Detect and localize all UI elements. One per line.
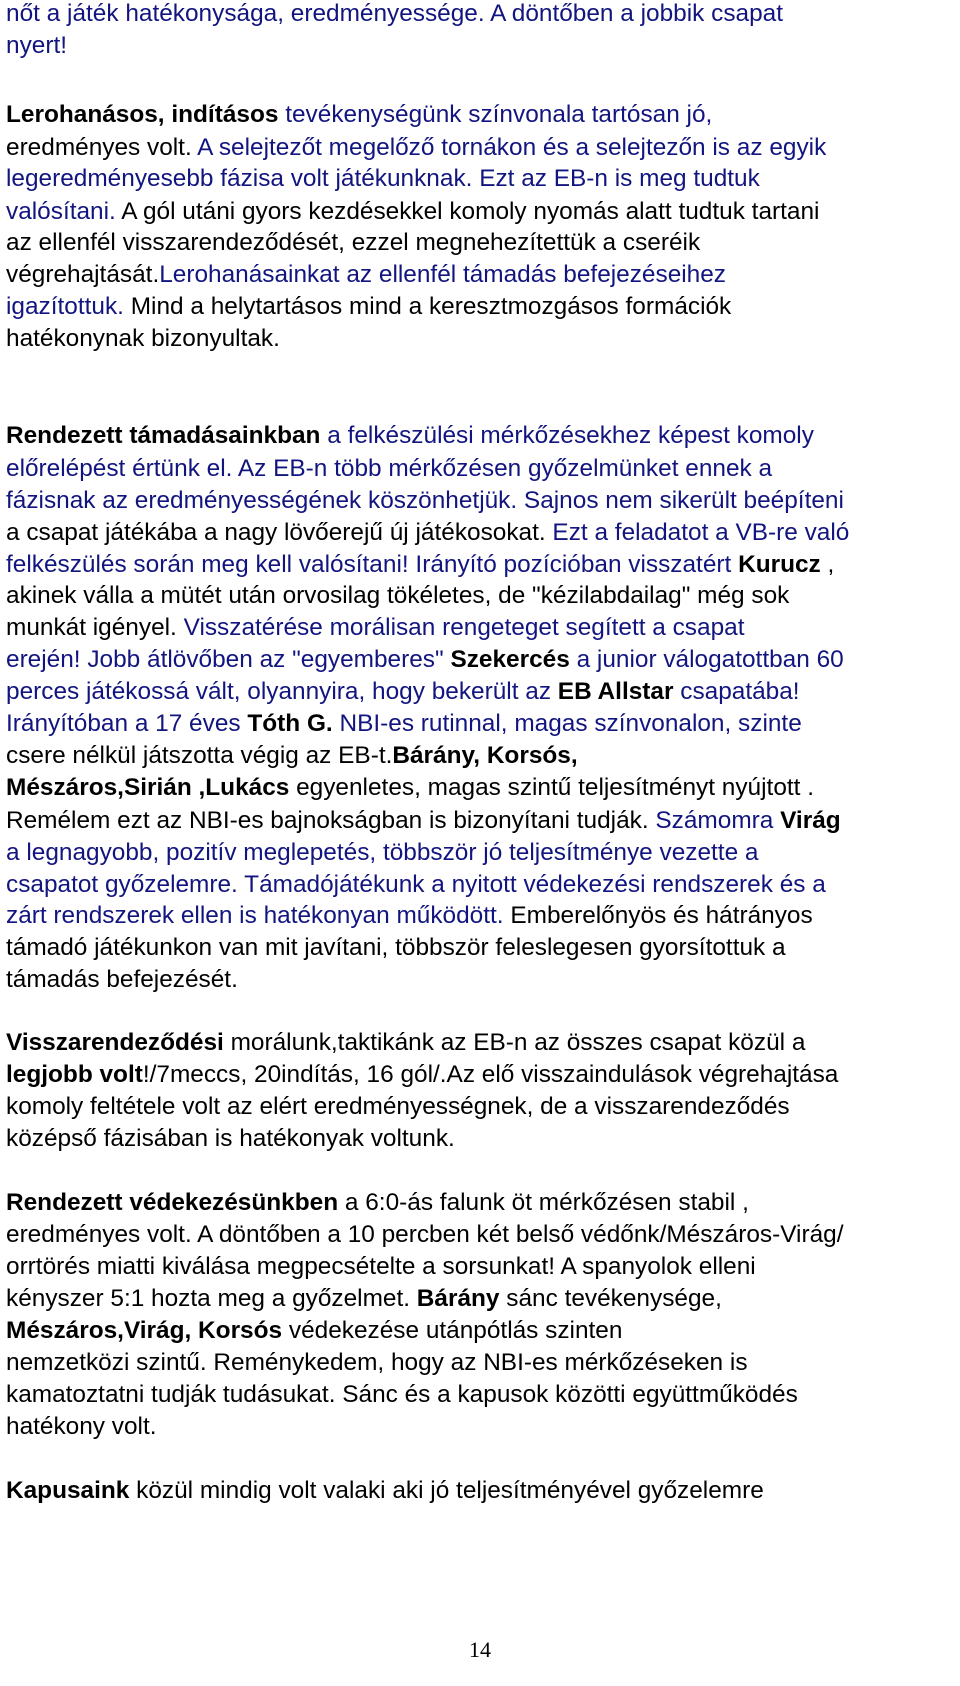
text-run: morálunk,taktikánk az EB-n az összes csapat közül a: [223, 1029, 806, 1056]
text-line: [6, 1123, 455, 1155]
text-line: [6, 132, 826, 164]
text-run: Az EB-n több mérkőzésen győzelmünket ennek a: [232, 455, 773, 482]
bold-text-run: EB Allstar: [557, 678, 674, 705]
text-run: végrehajtását.: [6, 261, 160, 288]
text-line: [6, 30, 67, 62]
text-run: nőt a játék hatékonysága, eredményessége. A döntőben a jobbik csapat: [6, 0, 783, 27]
page-number: 14: [469, 1637, 491, 1662]
text-run: a junior válogatottban 60: [569, 646, 844, 673]
text-line: [6, 1411, 157, 1443]
bold-text-run: Visszarendeződési: [6, 1029, 224, 1056]
text-run: Lerohanásainkat az ellenfél támadás befejezéseihez: [159, 261, 727, 288]
text-line: [6, 1315, 622, 1347]
text-run: komoly feltétele volt az elért eredményességnek, de a visszarendeződés: [6, 1093, 790, 1120]
text-run: nyert!: [6, 32, 68, 59]
text-line: [6, 1347, 748, 1379]
bold-text-run: Tóth G.: [247, 710, 333, 737]
bold-text-run: Kapusaink: [6, 1477, 130, 1504]
text-line: [6, 772, 814, 804]
text-run: Támadójátékunk a nyitott védekezési rendszerek és a: [237, 871, 826, 898]
text-run: Irányító pozícióban visszatért: [408, 551, 739, 578]
text-run: hatékonynak bizonyultak.: [6, 325, 280, 352]
text-run: középső fázisában is hatékonyak voltunk.: [6, 1125, 455, 1152]
text-line: [6, 708, 802, 740]
text-run: közül mindig volt valaki aki jó teljesítményével győzelemre: [129, 1477, 764, 1504]
text-line: [6, 1283, 722, 1315]
text-line: [6, 291, 731, 323]
text-run: Sajnos nem sikerült beépíteni: [517, 487, 844, 514]
text-line: [6, 549, 834, 581]
text-run: !/7meccs, 20indítás, 16 gól/.Az elő visszaindulások végrehajtása: [142, 1061, 839, 1088]
text-run: ,: [820, 551, 835, 578]
text-line: [6, 1091, 790, 1123]
text-run: Irányítóban a 17 éves: [6, 710, 248, 737]
text-line: [6, 99, 712, 131]
text-line: [6, 1187, 749, 1219]
bold-text-run: Mészáros,Sirián ,Lukács: [6, 774, 290, 801]
text-run: csere nélkül játszotta végig az EB-t.: [6, 742, 393, 769]
text-run: támadó játékunkon van mit javítani, többször feleslegesen gyorsítottuk a: [6, 934, 786, 961]
text-run: Emberelőnyös és hátrányos: [503, 902, 813, 929]
text-line: [6, 517, 849, 549]
text-line: [6, 420, 814, 452]
text-run: csapatába!: [673, 678, 800, 705]
text-run: a csapat játékába a nagy lövőerejű új játékosokat.: [6, 519, 546, 546]
text-line: [6, 485, 844, 517]
bold-text-run: Mészáros,Virág, Korsós: [6, 1317, 283, 1344]
text-run: Remélem ezt az NBI-es bajnokságban is bizonyítani tudják.: [6, 807, 649, 834]
text-line: [6, 740, 578, 772]
text-run: nemzetközi szintű. Reménykedem, hogy az NBI-es mérkőzéseken is: [6, 1349, 748, 1376]
text-run: A gól utáni gyors kezdésekkel komoly nyomás alatt tudtuk tartani: [115, 198, 820, 225]
text-run: előrelépést értünk el.: [6, 455, 233, 482]
text-run: Számomra: [648, 807, 781, 834]
text-run: erején!: [6, 646, 81, 673]
text-run: fázisnak az eredményességének köszönhetjük.: [6, 487, 518, 514]
text-line: [6, 323, 280, 355]
text-line: [6, 453, 772, 485]
text-run: hatékony volt.: [6, 1413, 157, 1440]
bold-text-run: Bárány, Korsós,: [392, 742, 578, 769]
text-line: [6, 1059, 838, 1091]
text-run: legeredményesebb fázisa volt játékunknak. Ezt az EB-n is meg tudtuk: [6, 165, 760, 192]
text-line: [6, 932, 786, 964]
text-line: [6, 964, 238, 996]
text-line: [6, 227, 700, 259]
text-run: védekezése utánpótlás szinten: [282, 1317, 623, 1344]
bold-text-run: Virág: [780, 807, 841, 834]
text-line: [6, 1027, 805, 1059]
text-line: [6, 196, 819, 228]
text-line: [6, 644, 844, 676]
text-run: csapatot győzelemre.: [6, 871, 238, 898]
text-line: [6, 580, 789, 612]
text-run: kamatoztatni tudják tudásukat. Sánc és a kapusok közötti együttműködés: [6, 1381, 798, 1408]
text-line: [6, 1251, 756, 1283]
text-run: egyenletes, magas szintű teljesítményt nyújtott .: [289, 774, 814, 801]
bold-text-run: legjobb volt: [6, 1061, 143, 1088]
bold-text-run: Rendezett támadásainkban: [6, 422, 321, 449]
text-run: igazítottuk.: [6, 293, 124, 320]
text-run: akinek válla a mütét után orvosilag tökéletes, de "kézilabdailag" még sok: [6, 582, 790, 609]
text-run: Ezt a feladatot a VB-re való: [545, 519, 850, 546]
text-run: valósítani.: [6, 198, 116, 225]
text-line: [6, 676, 800, 708]
text-run: a 6:0-ás falunk öt mérkőzésen stabil ,: [338, 1189, 749, 1216]
text-run: zárt rendszerek ellen is hatékonyan működött.: [6, 902, 504, 929]
text-run: orrtörés miatti kiválása megpecsételte a sorsunkat! A spanyolok elleni: [6, 1253, 756, 1280]
text-line: [6, 1379, 798, 1411]
text-run: felkészülés során meg kell valósítani!: [6, 551, 409, 578]
text-line: [6, 900, 813, 932]
text-line: [6, 163, 760, 195]
text-run: NBI-es rutinnal, magas színvonalon, szinte: [332, 710, 802, 737]
text-line: [6, 1475, 764, 1507]
text-run: eredményes volt. A döntőben a 10 percben két belső védőnk/Mészáros-Virág/: [6, 1221, 844, 1248]
text-line: [6, 805, 841, 837]
bold-text-run: Lerohanásos, indításos: [6, 101, 279, 128]
text-run: A selejtezőt megelőző tornákon és a selejtezőn is az egyik: [191, 134, 827, 161]
text-run: Visszatérése morálisan rengeteget segített a csapat: [176, 614, 745, 641]
text-run: kényszer 5:1 hozta meg a győzelmet.: [6, 1285, 417, 1312]
text-run: támadás befejezését.: [6, 966, 238, 993]
text-line: [6, 869, 826, 901]
text-run: tevékenységünk színvonala tartósan jó,: [278, 101, 713, 128]
text-run: a legnagyobb, pozitív meglepetés, többször jó teljesítménye vezette a: [6, 839, 759, 866]
bold-text-run: Rendezett védekezésünkben: [6, 1189, 339, 1216]
text-run: Jobb átlövőben az "egyemberes": [80, 646, 451, 673]
text-line: [6, 612, 744, 644]
text-run: az ellenfél visszarendeződését, ezzel megnehezítettük a cseréik: [6, 229, 701, 256]
text-run: perces játékossá vált, olyannyira, hogy bekerült az: [6, 678, 558, 705]
bold-text-run: Szekercés: [450, 646, 570, 673]
text-line: [6, 1219, 843, 1251]
text-run: a felkészülési mérkőzésekhez képest komoly: [320, 422, 814, 449]
bold-text-run: Bárány: [416, 1285, 500, 1312]
text-run: eredményes volt.: [6, 134, 192, 161]
text-line: [6, 837, 759, 869]
text-run: Mind a helytartásos mind a keresztmozgásos formációk: [123, 293, 732, 320]
bold-text-run: Kurucz: [738, 551, 821, 578]
text-run: sánc tevékenysége,: [499, 1285, 722, 1312]
text-run: munkát igényel.: [6, 614, 177, 641]
text-line: [6, 0, 783, 30]
text-line: [6, 259, 726, 291]
